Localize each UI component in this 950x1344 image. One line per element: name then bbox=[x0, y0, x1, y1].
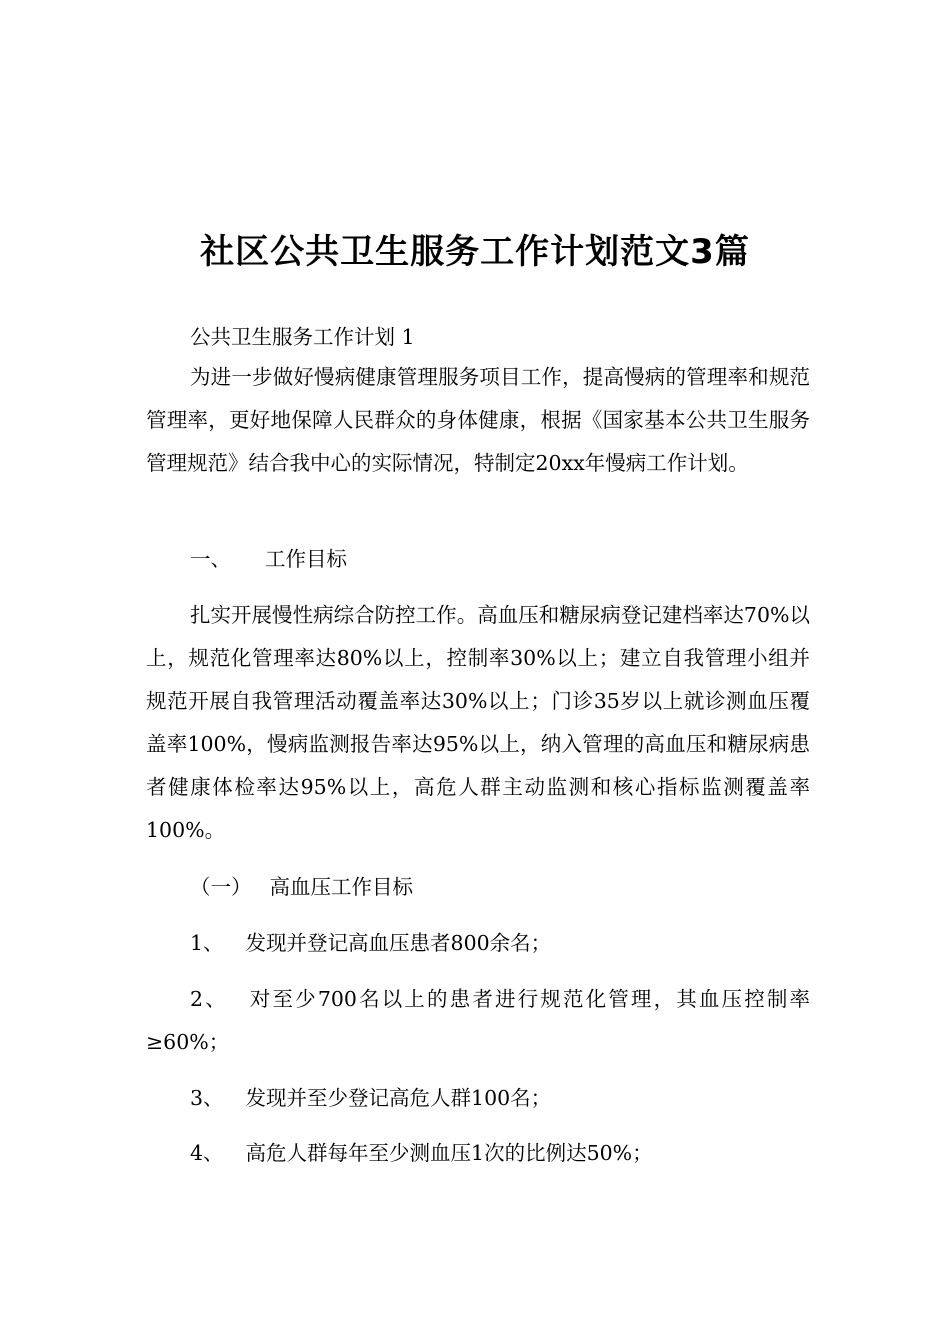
list-item bbox=[146, 978, 810, 1064]
subsection-number: （一） bbox=[190, 875, 252, 899]
list-item-number: 2、 bbox=[190, 987, 228, 1011]
list-item-text: 对至少700名以上的患者进行规范化管理，其血压控制率≥60%； bbox=[146, 987, 810, 1054]
list-item-text: 高危人群每年至少测血压1次的比例达50%； bbox=[245, 1141, 653, 1165]
intro-paragraph: 为进一步做好慢病健康管理服务项目工作，提高慢病的管理率和规范管理率，更好地保障人民群众的身体健康，根据《国家基本公共卫生服务管理规范》结合我中心的实际情况，特制定20xx年慢病工作计划。 bbox=[146, 365, 810, 475]
list-item-number: 3、 bbox=[190, 1086, 224, 1110]
list-item bbox=[146, 922, 810, 965]
section-heading bbox=[146, 538, 810, 581]
list-item-text: 发现并登记高血压患者800余名； bbox=[245, 931, 552, 955]
list-item-number: 1、 bbox=[190, 931, 224, 955]
section-heading-text: 工作目标 bbox=[265, 547, 347, 571]
list-item bbox=[146, 1132, 810, 1175]
list-item-text: 发现并至少登记高危人群100名； bbox=[245, 1086, 552, 1110]
subsection-heading-text: 高血压工作目标 bbox=[269, 875, 413, 899]
list-item bbox=[146, 1077, 810, 1120]
goals-paragraph: 扎实开展慢性病综合防控工作。高血压和糖尿病登记建档率达70%以上，规范化管理率达80%以上，控制率30%以上；建立自我管理小组并规范开展自我管理活动覆盖率达30%以上；门诊35岁以上就诊测血压覆盖率100%，慢病监测报告率达95%以上，纳入管理的高血压和糖尿病患者健康体检率达95%以上，高危人群主动监测和核心指标监测覆盖率100%。 bbox=[146, 603, 810, 842]
plan-subtitle-text: 公共卫生服务工作计划 1 bbox=[190, 325, 415, 349]
document-title: 社区公共卫生服务工作计划范文3篇 bbox=[200, 232, 750, 272]
list-item-number: 4、 bbox=[190, 1141, 224, 1165]
section-number: 一、 bbox=[190, 547, 231, 571]
plan-subtitle bbox=[146, 316, 810, 359]
subsection-heading bbox=[146, 866, 810, 909]
